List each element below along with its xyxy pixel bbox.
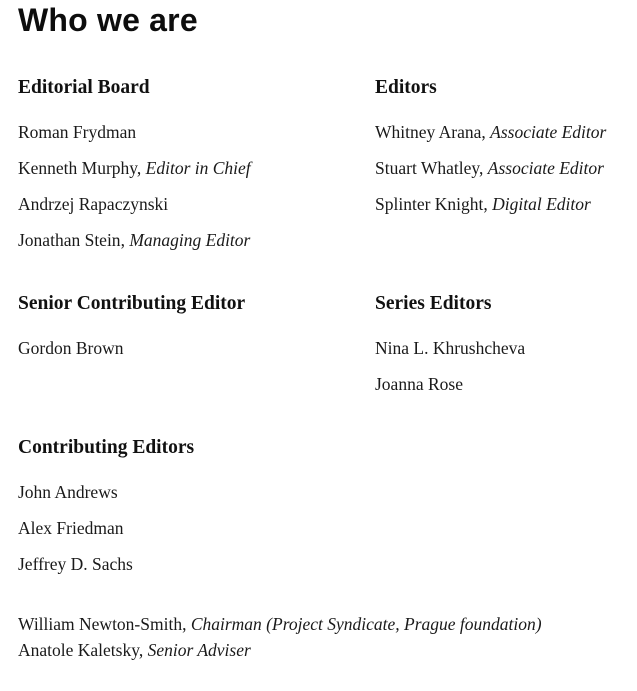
person-separator: ,	[120, 230, 130, 250]
person	[375, 330, 525, 366]
person-separator: ,	[481, 122, 491, 142]
person-separator: ,	[136, 158, 146, 178]
people-list	[18, 114, 251, 258]
section-contributing-editors	[18, 436, 194, 582]
person	[375, 150, 606, 186]
person-separator: ,	[182, 614, 191, 634]
person-separator: ,	[479, 158, 488, 178]
person	[18, 546, 194, 582]
person-role: Senior Adviser	[147, 640, 251, 660]
person-name: Roman Frydman	[18, 122, 137, 142]
person	[18, 114, 251, 150]
section-heading: Contributing Editors	[18, 437, 195, 458]
person-separator: ,	[138, 640, 148, 660]
people-list	[375, 114, 606, 222]
person-name: Andrzej Rapaczynski	[18, 194, 169, 214]
person-role: Associate Editor	[487, 158, 604, 178]
person	[18, 330, 245, 366]
person	[375, 186, 606, 222]
person-name: Joanna Rose	[375, 374, 463, 394]
person-role: Digital Editor	[492, 194, 591, 214]
section-editorial-board	[18, 76, 251, 258]
person-name: Jonathan Stein	[18, 230, 121, 250]
person	[18, 186, 251, 222]
person-role: Chairman (Project Syndicate, Prague foundation)	[190, 614, 542, 634]
person	[18, 222, 251, 258]
person-name: Kenneth Murphy	[18, 158, 137, 178]
person-role: Editor in Chief	[145, 158, 251, 178]
section-heading: Editorial Board	[18, 77, 150, 98]
section-heading: Senior Contributing Editor	[18, 293, 246, 314]
person-name: Alex Friedman	[18, 518, 124, 538]
people-list	[18, 330, 245, 366]
person	[18, 474, 194, 510]
person-name: Splinter Knight	[375, 194, 484, 214]
person-role: Managing Editor	[129, 230, 251, 250]
person-name: Gordon Brown	[18, 338, 124, 358]
person	[18, 611, 542, 637]
person-name: Jeffrey D. Sachs	[18, 554, 133, 574]
people-list	[375, 330, 525, 402]
section-editors	[375, 76, 606, 222]
person-role: Associate Editor	[490, 122, 607, 142]
people-list	[18, 474, 194, 582]
person-name: William Newton-Smith	[18, 614, 183, 634]
page-title: Who we are	[18, 2, 198, 38]
person	[18, 150, 251, 186]
section-senior-contributing-editor	[18, 292, 245, 366]
footer-people-list	[18, 611, 542, 663]
person	[375, 366, 525, 402]
person-name: Nina L. Khrushcheva	[375, 338, 526, 358]
section-heading: Series Editors	[375, 293, 492, 314]
section-series-editors	[375, 292, 525, 402]
person-name: Whitney Arana	[375, 122, 482, 142]
person-separator: ,	[483, 194, 493, 214]
section-heading: Editors	[375, 77, 437, 98]
person-name: Anatole Kaletsky	[18, 640, 139, 660]
person	[18, 637, 542, 663]
person-name: John Andrews	[18, 482, 118, 502]
person	[375, 114, 606, 150]
person-name: Stuart Whatley	[375, 158, 480, 178]
person	[18, 510, 194, 546]
